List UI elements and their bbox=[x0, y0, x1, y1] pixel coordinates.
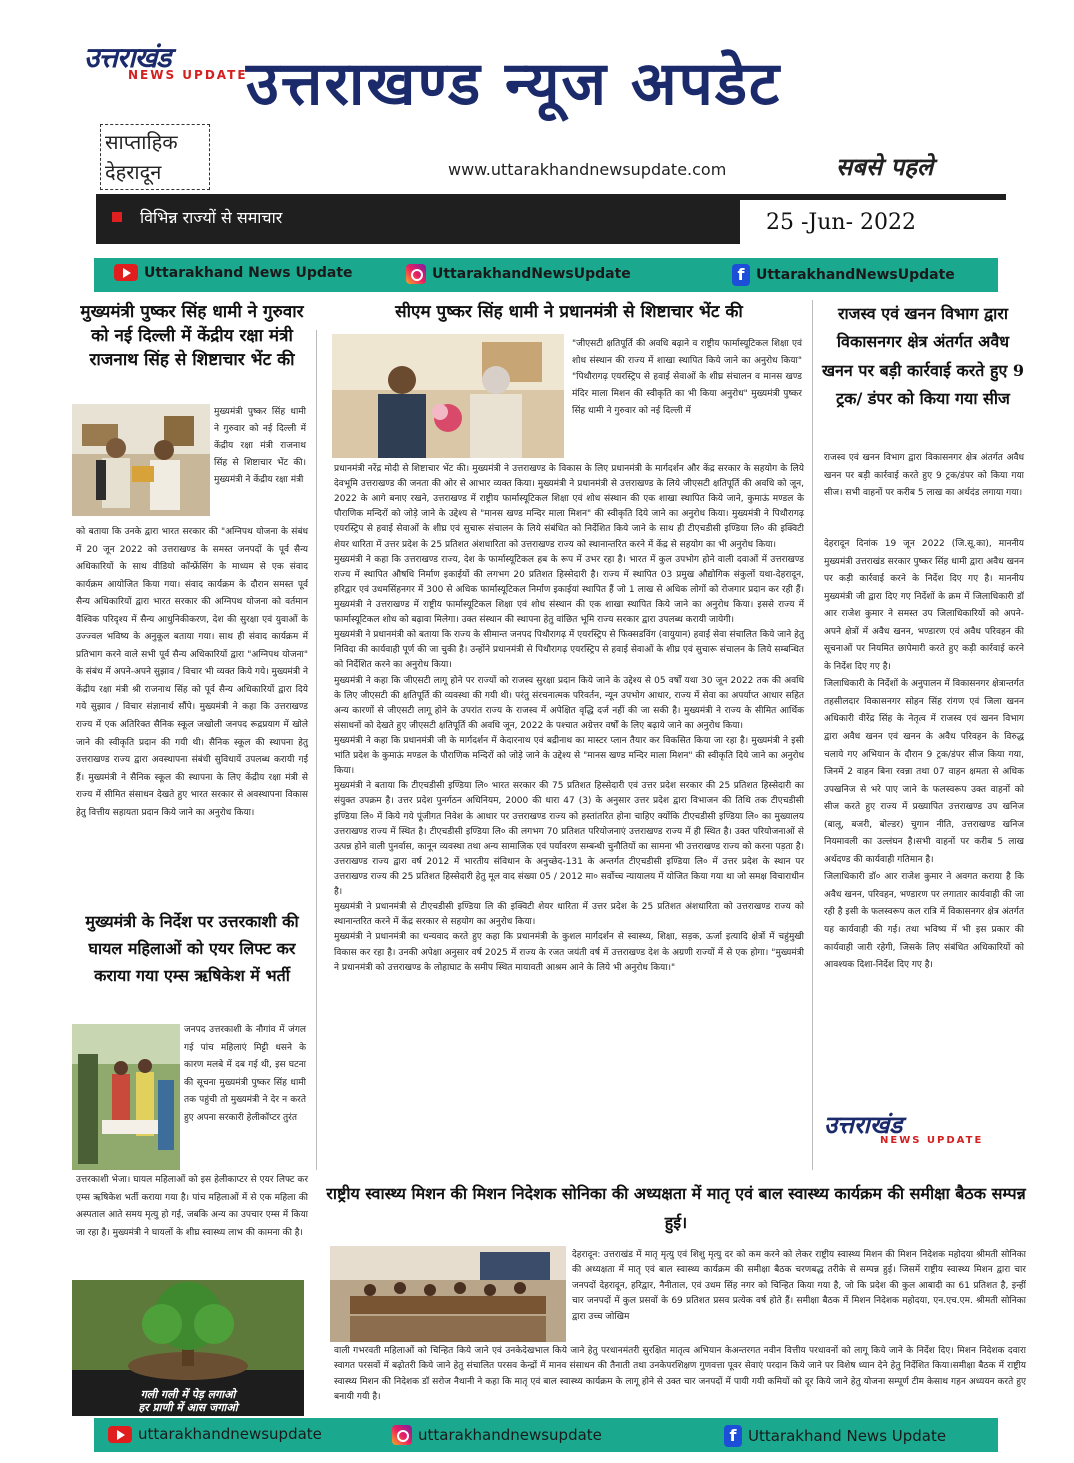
issue-date: 25 -Jun- 2022 bbox=[766, 210, 916, 235]
social-bar-bottom bbox=[94, 1418, 998, 1452]
facebook-icon: f bbox=[732, 264, 750, 286]
tree-poster bbox=[72, 1280, 304, 1416]
center-article-intro: "जीएसटी क्षतिपूर्ति की अवधि बढ़ाने व राष्ट्रीय फार्मास्यूटिकल शिक्षा एवं शोध संस्थान की राज्य में शाखा स्थापित किये जाने का अनुरोध किया" "पिथौरागढ़ एयरस्ट्रिप से हवाई सेवाओं के शीघ्र संचालन व मानस खण्ड मंदिर माला मिशन की स्वीकृति का भी किया अनुरोध" मुख्यमंत्री पुष्कर सिंह धामी ने गुरुवार को नई दिल्ली में bbox=[572, 339, 802, 416]
youtube-link[interactable] bbox=[114, 264, 353, 281]
bottom-article-headline: राष्ट्रीय स्वास्थ्य मिशन की मिशन निदेशक सोनिका की अध्यक्षता में मातृ एवं बाल स्वास्थ्य कार्यक्रम की समीक्षा बैठक सम्पन्न हुई। bbox=[326, 1184, 1026, 1232]
youtube-label: Uttarakhand News Update bbox=[144, 264, 353, 281]
tagline: सबसे पहले bbox=[836, 152, 934, 181]
logo-hindi: उत्तराखंड bbox=[84, 41, 171, 74]
bottom-article-intro: देहरादून: उत्तराखंड में मातृ मृत्यु एवं शिशु मृत्यु दर को कम करने को लेकर राष्ट्रीय स्वास्थ्य मिशन की मिशन निदेशक महोदया श्रीमती सोनिका की अध्यक्षता में मातृ एवं बाल स्वास्थ्य कार्यक्रम की समीक्षा बैठक चरणबद्ध तरीके से सम्पन्न हुई। जिसमें राष्ट्रीय स्वास्थ्य मिशन द्वारा चार जनपदों देहरादून, हरिद्वार, नैनीताल, एवं उधम सिंह नगर को चिन्हित किया गया है, जो कि प्रदेश की कुल आबादी का 61 प्रतिशत है, इन्हीं चार जनपदों में कुल प्रसवों के 69 प्रतिशत प्रसव प्रत्येक वर्ष होते हैं। समीक्षा बैठक में मिशन निदेशक महोदया, एन.एच.एम. श्रीमती सोनिका द्वारा उच्च जोखिम bbox=[572, 1250, 1026, 1322]
bottom-article-body: वाली गभरवती महिलाओं को चिन्हित किये जाने एवं उनकेदेखभाल किये जाने हेतु परधानमंतरी सुरक्षित मातृत्व अभियान केअन्तरगत नवीन वित्तीय परधावनों को लागू किये जाने के निर्देश दिए। मिशन निदेशक दवारा स्वागत परसवों में बढ़ोतरी किये जाने हेतु संचालित परसव केन्द्रों में मानव संसाधन की तैनाती तथा उनकेपरशिक्षण गुणवत्ता पूवर सेवाएं परदान किये जाने पर विशेष ध्यान देने हेतु निर्देशित किया।समीक्षा बैठक में राष्ट्रीय स्वास्थ्य मिशन की निदेशक डॉ सरोज नैथानी ने कहा कि मातृ एवं बाल स्वास्थ्य कार्यक्रम के लागू होने से उक्त चार जनपदों में पायी गयी कमियों को दूर किये जाने हेतु योजना सम्पूर्ण टीम केसाथ गहन अध्ययन करते हुए बनायी गयी है। bbox=[334, 1346, 1026, 1403]
pm-meeting-photo bbox=[332, 334, 564, 458]
instagram-icon bbox=[392, 1425, 412, 1445]
right-article-body: देहरादून दिनांक 19 जून 2022 (जि.सू.का), माननीय मुख्यमंत्री उत्तराखंड सरकार पुष्कर सिंह धामी द्वारा अवैध खनन पर कड़ी कार्रवाई करने के निर्देश दिए गए है। माननीय मुख्यमंत्री जी द्वारा दिए गए निर्देशों के क्रम में जिलाधिकारी डॉ आर राजेश कुमार ने समस्त उप जिलाधिकारियों को अपने-अपने क्षेत्रों में अवैध खनन, भण्डारण एवं अवैध परिवहन की सूचनाओं पर नियमित छापेमारी करते हुए कड़ी कार्रवाई करने के निर्देश दिए गए है। जिलाधिकारी के निर्देशों के अनुपालन में विकासनगर क्षेत्रान्तर्गत तहसीलदार विकासनगर सोहन सिंह रांगण एवं जिला खनन अधिकारी वीरेंद्र सिंह के नेतृत्व में राजस्व एवं खनन विभाग द्वारा अवैध खनन एवं खनन के अवैध परिवहन के विरुद्ध चलाये गए अभियान के दौरान 9 ट्रक/डंपर सीज किया गया, जिनमें 2 वाहन बिना रवन्ना तथा 07 वाहन क्षमता से अधिक उपखनिज से भरे पाए जाने के फलस्वरूप उक्त वाहनों को सीज करते हुए राज्य में प्रख्यापित उत्तराखण्ड उप खनिज (बालू, बजरी, बोल्डर) चुगान नीति, उत्तराखण्ड खनिज नियमावली का उल्लंघन है।सभी वाहनों पर करीब 5 लाख अर्थदण्ड की कार्यवाही गतिमान है। जिलाधिकारी डॉ० आर राजेश कुमार ने अवगत कराया है कि अवैध खनन, परिवहन, भण्डारण पर लगातार कार्यवाही की जा रही है इसी के फलस्वरूप कल रात्रि में विकासनगर क्षेत्र अंतर्गत यह कार्यवाही की गई। तथा भविष्य में भी इस प्रकार की कार्यवाही जारी रहेगी, जिसके लिए संबंधित अधिकारियों को आवश्यक दिशा-निर्देश दिए गए है। bbox=[824, 539, 1024, 971]
instagram-icon bbox=[406, 264, 426, 284]
airlift-photo bbox=[72, 1024, 180, 1170]
footer-logo bbox=[824, 1108, 1024, 1146]
social-bar-top bbox=[94, 258, 998, 292]
facebook-label: UttarakhandNewsUpdate bbox=[756, 267, 955, 283]
airlift-headline: मुख्यमंत्री के निर्देश पर उत्तरकाशी की घायल महिलाओं को एयर लिफ्ट कर कराया गया एम्स ऋषिकेश में भर्ती bbox=[85, 912, 299, 986]
youtube-icon bbox=[108, 1426, 132, 1443]
instagram-label: UttarakhandNewsUpdate bbox=[432, 266, 631, 282]
left-article-body: को बताया कि उनके द्वारा भारत सरकार की "अग्निपथ योजना के संबंध में 20 जून 2022 को उत्तराखण्ड के समस्त जनपदों के पूर्व सैन्य अधिकारियों के साथ वीडियो कॉन्फ्रेंसिंग के माध्यम से एक संवाद कार्यक्रम आयोजित किया गया। संवाद कार्यक्रम के दौरान समस्त पूर्व सैन्य अधिकारियों द्वारा भारत सरकार की अग्निपथ योजना को वर्तमान वैश्विक परिदृश्य में सैन्य आधुनिकीकरण, देश की सुरक्षा एवं युवाओं के उज्ज्वल भविष्य के अनुकूल बताया गया। साथ ही संवाद कार्यक्रम में प्रतिभाग करने वाले सभी पूर्व सैन्य अधिकारियों द्वारा "अग्निपथ योजना" के संबंध में अपने-अपने सुझाव / विचार भी व्यक्त किये गये। मुख्यमंत्री ने केंद्रीय रक्षा मंत्री श्री राजनाथ सिंह को पूर्व सैन्य अधिकारियों द्वारा दिये गये सुझाव / विचार संज्ञानार्थ सौंपे। मुख्यमंत्री ने कहा कि उत्तराखण्ड राज्य में एक अतिरिक्त सैनिक स्कूल जखोली जनपद रूद्रप्रयाग में खोले जाने की स्वीकृति प्रदान की गयी थी। सैनिक स्कूल की स्थापना हेतु उत्तराखण्ड राज्य द्वारा अवस्थापना संबंधी सुविधायें उपलब्ध करायी गई हैं। मुख्यमंत्री ने सैनिक स्कूल की स्थापना के लिए केंद्रीय रक्षा मंत्री से राज्य में सीमित संसाधन देखते हुए भारत सरकार से अवस्थापना विकास हेतु वित्तीय सहायता प्रदान किये जाने का अनुरोध किया। bbox=[76, 527, 308, 818]
logo-english: NEWS UPDATE bbox=[128, 68, 248, 82]
youtube-label: uttarakhandnewsupdate bbox=[138, 1425, 322, 1443]
review-meeting-photo bbox=[330, 1246, 566, 1342]
center-article-headline: सीएम पुष्कर सिंह धामी ने प्रधानमंत्री से शिष्टाचार भेंट की bbox=[395, 302, 743, 322]
defence-meeting-photo bbox=[72, 404, 210, 516]
weekly-label: साप्ताहिक bbox=[105, 130, 178, 154]
facebook-icon: f bbox=[724, 1425, 742, 1447]
instagram-label: uttarakhandnewsupdate bbox=[418, 1426, 602, 1444]
right-article-lead: राजस्व एवं खनन विभाग द्वारा विकासनगर क्षेत्र अंतर्गत अवैध खनन पर बड़ी कार्रवाई करते हुए 9 ट्रक/डंपर को किया गया सीज। सभी वाहनों पर करीब 5 लाख का अर्थदंड लगाया गया। bbox=[824, 453, 1024, 499]
city-label: देहरादून bbox=[105, 160, 162, 184]
left-article-intro: मुख्यमंत्री पुष्कर सिंह धामी ने गुरुवार को नई दिल्ली में केंद्रीय रक्षा मंत्री राजनाथ सिंह से शिष्टाचार भेंट की। मुख्यमंत्री ने केंद्रीय रक्षा मंत्री bbox=[214, 407, 306, 486]
facebook-link-bottom[interactable] bbox=[724, 1425, 946, 1447]
facebook-label: Uttarakhand News Update bbox=[748, 1427, 947, 1445]
masthead-title: उत्तराखण्ड न्यूज अपडेट bbox=[246, 49, 782, 119]
section-label: विभिन्न राज्यों से समाचार bbox=[140, 208, 283, 227]
right-article-headline: राजस्व एवं खनन विभाग द्वारा विकासनगर क्षेत्र अंतर्गत अवैध खनन पर बड़ी कार्रवाई करते हुए 9 ट्रक/ डंपर को किया गया सीज bbox=[821, 304, 1025, 409]
left-article-headline: मुख्यमंत्री पुष्कर सिंह धामी ने गुरुवार को नई दिल्ली में केंद्रीय रक्षा मंत्री राजनाथ सिंह से शिष्टाचार भेंट की bbox=[80, 302, 304, 371]
youtube-icon bbox=[114, 264, 138, 281]
footer-logo-english: NEWS UPDATE bbox=[880, 1135, 984, 1146]
poster-line-1: गली गली में पेड़ लगाओ bbox=[140, 1388, 236, 1401]
airlift-body: उत्तरकाशी भेजा। घायल महिलाओं को इस हेलीकाप्टर से एयर लिफ्ट कर एम्स ऋषिकेश भर्ती कराया गया है। पांच महिलाओं में से एक महिला की अस्पताल आते समय मृत्यु हो गई, जबकि अन्य का उपचार एम्स में किया जा रहा है। मुख्यमंत्री ने घायलों के शीघ्र स्वास्थ्य लाभ की कामना की है। bbox=[76, 1175, 308, 1238]
bullet-icon bbox=[112, 212, 122, 222]
airlift-intro: जनपद उत्तरकाशी के नौगांव में जंगल गई पांच महिलाएं मिट्टी धसने के कारण मलबे में दब गई थी, इस घटना की सूचना मुख्यमंत्री पुष्कर सिंह धामी तक पहुंची तो मुख्यमंत्री ने देर न करते हुए अपना सरकारी हेलीकॉप्टर तुरंत bbox=[184, 1025, 306, 1123]
column-divider-left bbox=[316, 330, 317, 1170]
center-article-body: प्रधानमंत्री नरेंद्र मोदी से शिष्टाचार भेंट की। मुख्यमंत्री ने उत्तराखण्ड के विकास के लिए प्रधानमंत्री के मार्गदर्शन और केंद्र सरकार के सहयोग के लिये देवभूमि उत्तराखण्ड की जनता की ओर से आभार व्यक्त किया। मुख्यमंत्री ने प्रधानमंत्री से उत्तराखण्ड के लिये जीएसटी क्षतिपूर्ति की अवधि को जून, 2022 के आगे बनाए रखने, उत्तराखण्ड में राष्ट्रीय फार्मास्यूटिकल शिक्षा एवं शोध संस्थान की एक शाखा स्थापित किये जाने, कुमाऊं मण्डल के पौराणिक मन्दिरों को जोड़े जाने के उद्देश्य से "मानस खण्ड मन्दिर माला मिशन" की स्वीकृति दिये जाने का अनुरोध किया। मुख्यमंत्री ने पिथौरागढ़ एयरस्ट्रिप से हवाई सेवाओं के शीघ्र एवं सुचारू संचालन के लिये संबंधित को निर्देशित किये जाने के साथ ही टीएचडीसी इण्डिया लि० की इक्विटी शेयर धारिता में उत्तर प्रदेश के 25 प्रतिशत अंशधारिता को उत्तराखण्ड राज्य को स्थानान्तरित करने में केंद्र से सहयोग का भी अनुरोध किया। मुख्यमंत्री ने कहा कि उत्तराखण्ड राज्य, देश के फार्मास्यूटिकल हब के रूप में उभर रहा है। भारत में कुल उपभोग होने वाली दवाओं में उत्तराखण्ड राज्य में स्थापित औषधि निर्माण इकाईयों की लगभग 20 प्रतिशत हिस्सेदारी है। राज्य में स्थापित 03 प्रमुख औद्योगिक संकुलों यथा-देहरादून, हरिद्वार एवं उधमसिंहनगर में 300 से अधिक फार्मास्यूटिकल निर्माण इकाईयां स्थापित हैं जो 1 लाख से अधिक लोगों को रोजगार प्रदान कर रही हैं। मुख्यमंत्री ने उत्तराखण्ड में राष्ट्रीय फार्मास्यूटिकल शिक्षा एवं शोध संस्थान की एक शाखा स्थापित किये जाने का अनुरोध किया। इससे राज्य में फार्मास्यूटिकल शोध को बढ़ावा मिलेगा। उक्त संस्थान की स्थापना हेतु वांछित भूमि राज्य सरकार द्वारा उपलब्ध करायी जायेगी। मुख्यमंत्री ने प्रधानमंत्री को बताया कि राज्य के सीमान्त जनपद पिथौरागढ़ में एयरस्ट्रिप से फिक्सडविंग (वायुयान) हवाई सेवा संचालित किये जाने हेतु निविदा की कार्यवाही पूर्ण की जा चुकी है। उन्होंने प्रधानमंत्री से पिथौरागढ़ एयरस्ट्रिप से हवाई सेवाओं के शीघ्र एवं सुचारू संचालन के लिये सम्बन्धित को निर्देशित करने का अनुरोध किया। मुख्यमंत्री ने कहा कि जीएसटी लागू होने पर राज्यों को राजस्व सुरक्षा प्रदान किये जाने के उद्देश्य से 05 वर्षों यथा 30 जून 2022 तक की अवधि के लिए जीएसटी की क्षतिपूर्ति की व्यवस्था की गयी थी। परंतु संरचनात्मक परिवर्तन, न्यून उपभोग आधार, राज्य में सेवा का अपर्याप्त आधार सहित अन्य कारणों से जीएसटी लागू होने के उपरांत राज्य के राजस्व में अपेक्षित वृद्धि दर्ज नहीं की जा सकी है। मुख्यमंत्री ने राज्य के सीमित आर्थिक संसाधनों को देखते हुए जीएसटी क्षतिपूर्ति की अवधि जून, 2022 के पश्चात अग्रेत्तर वर्षों के लिए बढ़ाये जाने का अनुरोध किया। मुख्यमंत्री ने कहा कि प्रधानमंत्री जी के मार्गदर्शन में केदारनाथ एवं बद्रीनाथ का मास्टर प्लान तैयार कर विकसित किया जा रहा है। मुख्यमंत्री ने इसी भांति प्रदेश के कुमाऊं मण्डल के पौराणिक मन्दिरों को जोड़े जाने के उद्देश्य से "मानस खण्ड मन्दिर माला मिशन" की स्वीकृति दिये जाने का अनुरोध किया। मुख्यमंत्री ने बताया कि टीएचडीसी इण्डिया लि० भारत सरकार की 75 प्रतिशत हिस्सेदारी एवं उत्तर प्रदेश सरकार की 25 प्रतिशत हिस्सेदारी का संयुक्त उपक्रम है। उत्तर प्रदेश पुनर्गठन अधिनियम, 2000 की धारा 47 (3) के अनुसार उत्तर प्रदेश द्वारा विभाजन की तिथि तक टीएचडीसी इण्डिया लि० में किये गये पूंजीगत निवेश के आधार पर उत्तराखण्ड राज्य को हस्तांतरित होना चाहिए क्योंकि टीएचडीसी इण्डिया लि० का मुख्यालय उत्तराखण्ड राज्य में स्थित है। टीएचडीसी इण्डिया लि० की लगभग 70 प्रतिशत परियोजनाएं उत्तराखण्ड राज्य में ही स्थित है। उक्त परियोजनाओं से उत्पन्न होने वाली पुनर्वास, कानून व्यवस्था तथा अन्य सामाजिक एवं पर्यावरण सम्बन्धी चुनौतियों का सामना भी उत्तराखण्ड राज्य को करना पड़ता है। उत्तराखण्ड राज्य द्वारा वर्ष 2012 में भारतीय संविधान के अनुच्छेद-131 के अन्तर्गत टीएचडीसी इण्डिया लि० में उत्तर प्रदेश के स्थान पर उत्तराखण्ड राज्य की 25 प्रतिशत हिस्सेदारी हेतु मूल वाद संख्या 05 / 2012 मा० सर्वोच्च न्यायालय में योजित किया गया था जो समक्ष विचाराधीन है। मुख्यमंत्री ने प्रधानमंत्री से टीएचडीसी इण्डिया लि की इक्विटी शेयर धारिता में उत्तर प्रदेश के 25 प्रतिशत अंशधारिता को उत्तराखण्ड राज्य को स्थानान्तरित करने में केंद्र सरकार से सहयोग का अनुरोध किया। मुख्यमंत्री ने प्रधानमंत्री का धन्यवाद करते हुए कहा कि प्रधानमंत्री के कुशल मार्गदर्शन से स्वास्थ्य, शिक्षा, सड़क, ऊर्जा इत्यादि क्षेत्रों में चहुंमुखी विकास कर रहा है। उनकी अपेक्षा अनुसार वर्ष 2025 में राज्य के रजत जयंती वर्ष में उत्तराखण्ड देश के अग्रणी राज्यों में से एक होगा। "मुख्यमंत्री ने प्रधानमंत्री को उत्तराखण्ड के लोहाघाट के समीप स्थित मायावती आश्रम आने के लिये भी अनुरोध किया।" bbox=[334, 464, 804, 973]
website-link[interactable]: www.uttarakhandnewsupdate.com bbox=[448, 160, 727, 179]
instagram-link[interactable] bbox=[406, 264, 631, 284]
youtube-link-bottom[interactable] bbox=[108, 1425, 322, 1443]
footer-logo-hindi: उत्तराखंड bbox=[824, 1110, 903, 1139]
column-divider-right bbox=[812, 300, 813, 1170]
instagram-link-bottom[interactable] bbox=[392, 1425, 602, 1445]
weekly-box bbox=[100, 124, 210, 190]
facebook-link[interactable] bbox=[732, 264, 955, 286]
poster-line-2: हर प्राणी में आस जगाओ bbox=[138, 1401, 238, 1415]
